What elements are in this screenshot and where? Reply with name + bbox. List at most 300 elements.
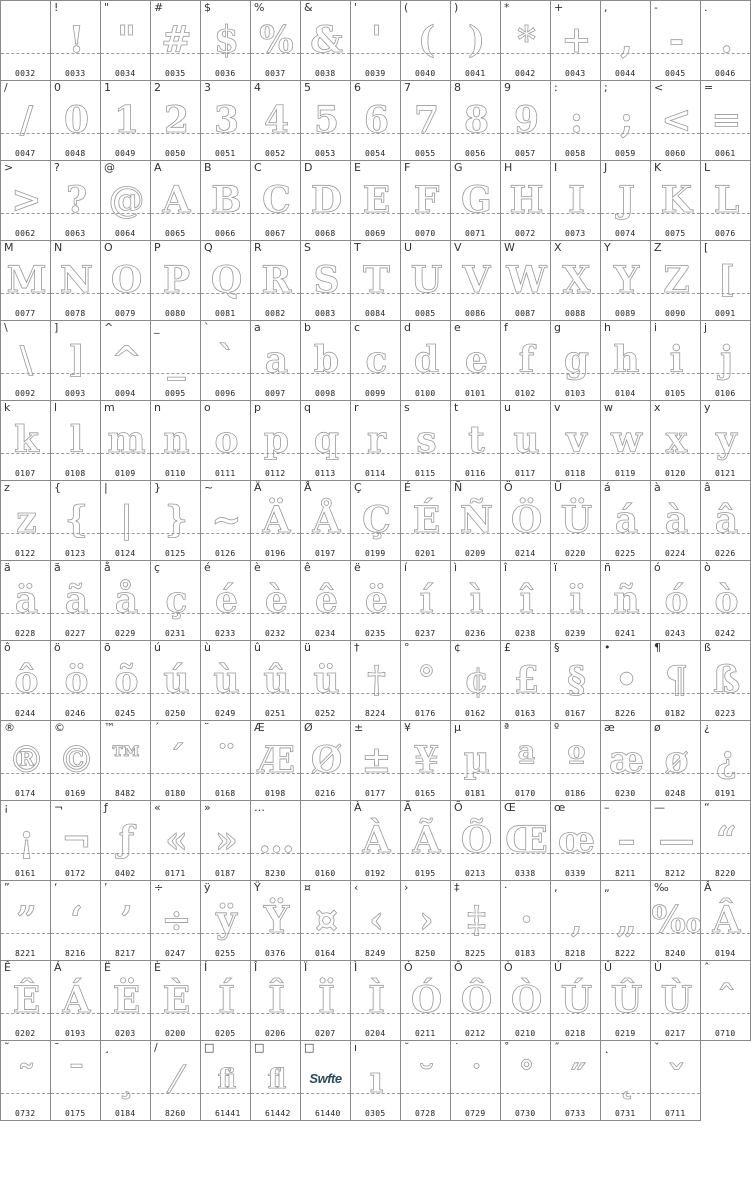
glyph-sample: ¿ [715, 739, 736, 781]
glyph-cell [151, 401, 201, 481]
glyph-sample: N [60, 259, 91, 301]
glyph-code: 0730 [515, 1109, 536, 1118]
glyph-sample: ƒ [118, 819, 133, 861]
glyph-cell [501, 321, 551, 401]
glyph-code: 0091 [715, 309, 736, 318]
glyph-code: 0094 [115, 389, 136, 398]
glyph-cell [201, 481, 251, 561]
glyph-sample: = [711, 99, 740, 141]
baseline-guide [1, 773, 50, 774]
glyph-sample: > [11, 179, 40, 221]
baseline-guide [351, 53, 400, 54]
glyph-code: 0243 [665, 629, 686, 638]
glyph-label: © [54, 721, 65, 734]
glyph-cell [401, 161, 451, 241]
glyph-cell [101, 81, 151, 161]
glyph-code: 0339 [565, 869, 586, 878]
glyph-sample: 0 [63, 99, 88, 141]
glyph-cell [201, 881, 251, 961]
glyph-code: 0084 [365, 309, 386, 318]
glyph-cell [301, 1041, 351, 1121]
glyph-sample: - [669, 19, 682, 61]
glyph-sample: Å [312, 499, 339, 541]
baseline-guide [451, 373, 500, 374]
glyph-label: Á [54, 961, 62, 974]
glyph-cell [1, 1, 51, 81]
glyph-label: 7 [404, 81, 411, 94]
baseline-guide [251, 533, 300, 534]
glyph-code: 8222 [615, 949, 636, 958]
glyph-code: 0191 [715, 789, 736, 798]
baseline-guide [351, 933, 400, 934]
glyph-sample: a [264, 339, 287, 381]
glyph-label: œ [554, 801, 566, 814]
glyph-label: ã [54, 561, 61, 574]
glyph-sample: Ú [560, 979, 591, 1021]
glyph-code: 0225 [615, 549, 636, 558]
glyph-label: ? [54, 161, 60, 174]
glyph-label: Œ [504, 801, 516, 814]
glyph-code: 0236 [465, 629, 486, 638]
baseline-guide [601, 133, 650, 134]
glyph-cell [201, 961, 251, 1041]
glyph-code: 8211 [615, 869, 636, 878]
baseline-guide [551, 133, 600, 134]
glyph-sample: á [614, 499, 637, 541]
baseline-guide [251, 613, 300, 614]
baseline-guide [401, 533, 450, 534]
glyph-label: > [4, 161, 14, 174]
glyph-code: 0060 [665, 149, 686, 158]
glyph-sample: â [714, 499, 737, 541]
glyph-label: ó [654, 561, 661, 574]
baseline-guide [1, 213, 50, 214]
baseline-guide [251, 773, 300, 774]
baseline-guide [601, 613, 650, 614]
glyph-code: 0058 [565, 149, 586, 158]
glyph-cell [601, 1041, 651, 1121]
glyph-code: 0125 [165, 549, 186, 558]
baseline-guide [451, 133, 500, 134]
glyph-code: 0120 [665, 469, 686, 478]
glyph-cell [501, 881, 551, 961]
glyph-cell [51, 721, 101, 801]
glyph-sample: ¬ [61, 819, 90, 861]
glyph-sample: Á [62, 979, 89, 1021]
glyph-code: 0115 [415, 469, 436, 478]
baseline-guide [51, 613, 100, 614]
glyph-label: ¨ [204, 721, 210, 734]
glyph-cell [251, 721, 301, 801]
glyph-label: è [254, 561, 261, 574]
glyph-label: ù [204, 641, 211, 654]
glyph-code: 61440 [315, 1109, 341, 1118]
glyph-cell [501, 721, 551, 801]
glyph-cell [201, 721, 251, 801]
glyph-code: 0237 [415, 629, 436, 638]
baseline-guide [101, 773, 150, 774]
glyph-cell [51, 321, 101, 401]
glyph-code: 0402 [115, 869, 136, 878]
glyph-sample: [ [717, 259, 734, 301]
glyph-code: 8226 [615, 709, 636, 718]
glyph-code: 0161 [15, 869, 36, 878]
glyph-cell [251, 321, 301, 401]
glyph-code: 0074 [615, 229, 636, 238]
glyph-sample: ´ [167, 739, 184, 781]
glyph-cell [701, 1, 751, 81]
baseline-guide [301, 453, 350, 454]
glyph-label: ä [4, 561, 11, 574]
glyph-cell [601, 321, 651, 401]
glyph-cell [1, 881, 51, 961]
glyph-sample: t [468, 419, 483, 461]
glyph-label: ë [354, 561, 361, 574]
baseline-guide [601, 373, 650, 374]
baseline-guide [201, 293, 250, 294]
glyph-cell [701, 241, 751, 321]
glyph-code: 0110 [165, 469, 186, 478]
glyph-code: 0041 [465, 69, 486, 78]
glyph-cell [651, 1041, 701, 1121]
glyph-label: ˛ [604, 1041, 610, 1054]
glyph-sample: ë [365, 579, 386, 621]
glyph-code: 0121 [715, 469, 736, 478]
glyph-label: Í [204, 961, 208, 974]
glyph-code: 0729 [465, 1109, 486, 1118]
glyph-code: 0171 [165, 869, 186, 878]
glyph-code: 0090 [665, 309, 686, 318]
glyph-label: ˙ [454, 1041, 460, 1054]
baseline-guide [551, 453, 600, 454]
glyph-cell [351, 481, 401, 561]
glyph-cell [1, 481, 51, 561]
baseline-guide [151, 533, 200, 534]
baseline-guide [351, 613, 400, 614]
glyph-label: □ [204, 1041, 215, 1054]
glyph-label: { [54, 481, 61, 494]
glyph-label: ˝ [554, 1041, 560, 1054]
glyph-sample: ¤ [315, 899, 336, 941]
glyph-label: „ [604, 881, 610, 894]
glyph-cell [251, 881, 301, 961]
glyph-code: 0170 [515, 789, 536, 798]
glyph-sample: ® [8, 739, 43, 781]
glyph-label: " [104, 1, 110, 14]
glyph-sample: ò [714, 579, 737, 621]
glyph-cell [501, 641, 551, 721]
glyph-cell [151, 81, 201, 161]
baseline-guide [651, 1093, 700, 1094]
glyph-cell [251, 81, 301, 161]
glyph-code: 0204 [365, 1029, 386, 1038]
glyph-label: « [154, 801, 161, 814]
glyph-sample: ( [417, 19, 434, 61]
glyph-cell [651, 801, 701, 881]
glyph-sample: ù [213, 659, 238, 701]
glyph-code: 0099 [365, 389, 386, 398]
glyph-label: A [154, 161, 162, 174]
glyph-sample: Ò [510, 979, 541, 1021]
glyph-cell [401, 961, 451, 1041]
glyph-code: 0069 [365, 229, 386, 238]
baseline-guide [451, 1013, 500, 1014]
glyph-label: = [704, 81, 714, 94]
glyph-label: * [504, 1, 510, 14]
glyph-label: Ë [104, 961, 111, 974]
glyph-sample: ˜ [17, 1059, 34, 1101]
glyph-label: á [604, 481, 611, 494]
glyph-code: 8230 [265, 869, 286, 878]
glyph-label: b [304, 321, 311, 334]
baseline-guide [1, 1013, 50, 1014]
baseline-guide [251, 933, 300, 934]
glyph-label: ! [54, 1, 59, 14]
glyph-label: T [354, 241, 361, 254]
glyph-code: 0113 [315, 469, 336, 478]
glyph-cell [101, 1041, 151, 1121]
glyph-label: “ [704, 801, 710, 814]
glyph-code: 0098 [315, 389, 336, 398]
glyph-code: 0231 [165, 629, 186, 638]
glyph-cell [601, 961, 651, 1041]
glyph-sample: “ [716, 819, 735, 861]
glyph-sample: ‘ [70, 899, 81, 941]
glyph-label: I [554, 161, 558, 174]
glyph-code: 0206 [265, 1029, 286, 1038]
glyph-label: ™ [104, 721, 115, 734]
baseline-guide [301, 373, 350, 374]
glyph-label: % [254, 1, 265, 14]
glyph-cell [301, 561, 351, 641]
glyph-label: î [504, 561, 508, 574]
glyph-label: ƒ [104, 801, 108, 814]
glyph-cell [401, 801, 451, 881]
glyph-code: 0086 [465, 309, 486, 318]
glyph-cell [701, 161, 751, 241]
glyph-label: Ø [304, 721, 313, 734]
glyph-cell [51, 161, 101, 241]
glyph-sample: ó [664, 579, 687, 621]
glyph-label: x [654, 401, 661, 414]
glyph-sample: T [363, 259, 388, 301]
glyph-cell [151, 1, 201, 81]
baseline-guide [101, 53, 150, 54]
baseline-guide [651, 933, 700, 934]
glyph-code: 0104 [615, 389, 636, 398]
glyph-code: 0047 [15, 149, 36, 158]
baseline-guide [151, 773, 200, 774]
glyph-code: 0214 [515, 549, 536, 558]
glyph-cell [451, 721, 501, 801]
glyph-code: 0199 [365, 549, 386, 558]
baseline-guide [51, 133, 100, 134]
baseline-guide [701, 853, 750, 854]
glyph-code: 0106 [715, 389, 736, 398]
baseline-guide [301, 693, 350, 694]
glyph-label: Ô [454, 961, 463, 974]
glyph-sample: µ [463, 739, 488, 781]
glyph-code: 0251 [265, 709, 286, 718]
glyph-sample: î [519, 579, 532, 621]
glyph-label: ï [554, 561, 558, 574]
glyph-code: 0198 [265, 789, 286, 798]
glyph-cell [151, 881, 201, 961]
glyph-label: · [504, 881, 508, 894]
glyph-code: 0305 [365, 1109, 386, 1118]
glyph-label: Ú [554, 961, 563, 974]
glyph-sample: ê [315, 579, 336, 621]
glyph-cell [551, 481, 601, 561]
glyph-label: ‹ [354, 881, 359, 894]
baseline-guide [51, 453, 100, 454]
glyph-cell [701, 801, 751, 881]
baseline-guide [1, 1093, 50, 1094]
glyph-code: 0048 [65, 149, 86, 158]
glyph-label: ± [354, 721, 364, 734]
glyph-sample: § [567, 659, 584, 701]
baseline-guide [51, 933, 100, 934]
glyph-label: z [4, 481, 10, 494]
baseline-guide [51, 293, 100, 294]
baseline-guide [701, 773, 750, 774]
baseline-guide [51, 1013, 100, 1014]
glyph-sample: º [567, 739, 584, 781]
glyph-cell [501, 961, 551, 1041]
glyph-cell [651, 321, 701, 401]
glyph-label: ˜ [4, 1041, 10, 1054]
glyph-sample: Õ [460, 819, 491, 861]
glyph-sample: à [664, 499, 687, 541]
glyph-label: o [204, 401, 211, 414]
glyph-label: õ [104, 641, 111, 654]
glyph-label: » [204, 801, 211, 814]
glyph-label: é [204, 561, 211, 574]
glyph-label: • [604, 641, 611, 654]
glyph-cell [401, 321, 451, 401]
glyph-code: 0073 [565, 229, 586, 238]
glyph-cell [701, 641, 751, 721]
glyph-cell [551, 161, 601, 241]
baseline-guide [651, 613, 700, 614]
baseline-guide [51, 213, 100, 214]
glyph-label: ú [154, 641, 161, 654]
glyph-sample: Â [712, 899, 739, 941]
baseline-guide [501, 693, 550, 694]
baseline-guide [101, 613, 150, 614]
glyph-sample: f [518, 339, 533, 381]
baseline-guide [701, 373, 750, 374]
glyph-label: ¬ [54, 801, 64, 814]
glyph-sample: b [313, 339, 338, 381]
glyph-code: 0228 [15, 629, 36, 638]
glyph-code: 0051 [215, 149, 236, 158]
baseline-guide [151, 613, 200, 614]
baseline-guide [451, 533, 500, 534]
baseline-guide [501, 773, 550, 774]
glyph-cell [101, 721, 151, 801]
glyph-code: 0242 [715, 629, 736, 638]
glyph-code: 8220 [715, 869, 736, 878]
glyph-sample: ¶ [665, 659, 686, 701]
glyph-code: 0103 [565, 389, 586, 398]
glyph-sample: X [562, 259, 589, 301]
glyph-code: 0186 [565, 789, 586, 798]
glyph-sample: » [215, 819, 236, 861]
glyph-code: 0040 [415, 69, 436, 78]
baseline-guide [401, 293, 450, 294]
baseline-guide [201, 213, 250, 214]
glyph-label: Æ [254, 721, 265, 734]
glyph-code: 0165 [415, 789, 436, 798]
baseline-guide [301, 533, 350, 534]
glyph-label: d [404, 321, 411, 334]
baseline-guide [201, 133, 250, 134]
glyph-label: † [354, 641, 360, 654]
glyph-label: Z [654, 241, 662, 254]
glyph-label: ` [204, 321, 210, 334]
baseline-guide [451, 1093, 500, 1094]
baseline-guide [151, 1093, 200, 1094]
baseline-guide [451, 853, 500, 854]
glyph-label: ö [54, 641, 61, 654]
glyph-sample: c [365, 339, 386, 381]
glyph-cell [651, 81, 701, 161]
glyph-code: 0111 [215, 469, 236, 478]
glyph-code: 0082 [265, 309, 286, 318]
baseline-guide [351, 133, 400, 134]
glyph-label: ( [404, 1, 409, 14]
glyph-sample: r [367, 419, 384, 461]
glyph-label: G [454, 161, 463, 174]
glyph-label: ø [654, 721, 661, 734]
glyph-cell [201, 641, 251, 721]
glyph-label: 1 [104, 81, 111, 94]
baseline-guide [601, 213, 650, 214]
glyph-cell [351, 81, 401, 161]
glyph-cell [101, 961, 151, 1041]
baseline-guide [301, 133, 350, 134]
baseline-guide [551, 213, 600, 214]
glyph-sample: s [416, 419, 435, 461]
glyph-label: , [604, 1, 608, 14]
glyph-cell [251, 1041, 301, 1121]
glyph-label: 0 [54, 81, 61, 94]
baseline-guide [251, 453, 300, 454]
glyph-label: ü [304, 641, 311, 654]
baseline-guide [401, 133, 450, 134]
glyph-code: 0049 [115, 149, 136, 158]
glyph-label: ¿ [704, 721, 710, 734]
glyph-label: ~ [204, 481, 214, 494]
glyph-cell [101, 321, 151, 401]
glyph-label: # [154, 1, 164, 14]
glyph-label: Ä [254, 481, 262, 494]
baseline-guide [251, 373, 300, 374]
glyph-sample: y [716, 419, 735, 461]
glyph-label: û [254, 641, 261, 654]
glyph-sample: è [265, 579, 286, 621]
glyph-cell [1, 321, 51, 401]
glyph-cell [501, 481, 551, 561]
glyph-cell [251, 481, 301, 561]
glyph-label: Ï [304, 961, 308, 974]
glyph-sample: ± [361, 739, 390, 781]
glyph-cell [51, 401, 101, 481]
glyph-label: M [4, 241, 14, 254]
glyph-code: 0252 [315, 709, 336, 718]
glyph-code: 0108 [65, 469, 86, 478]
